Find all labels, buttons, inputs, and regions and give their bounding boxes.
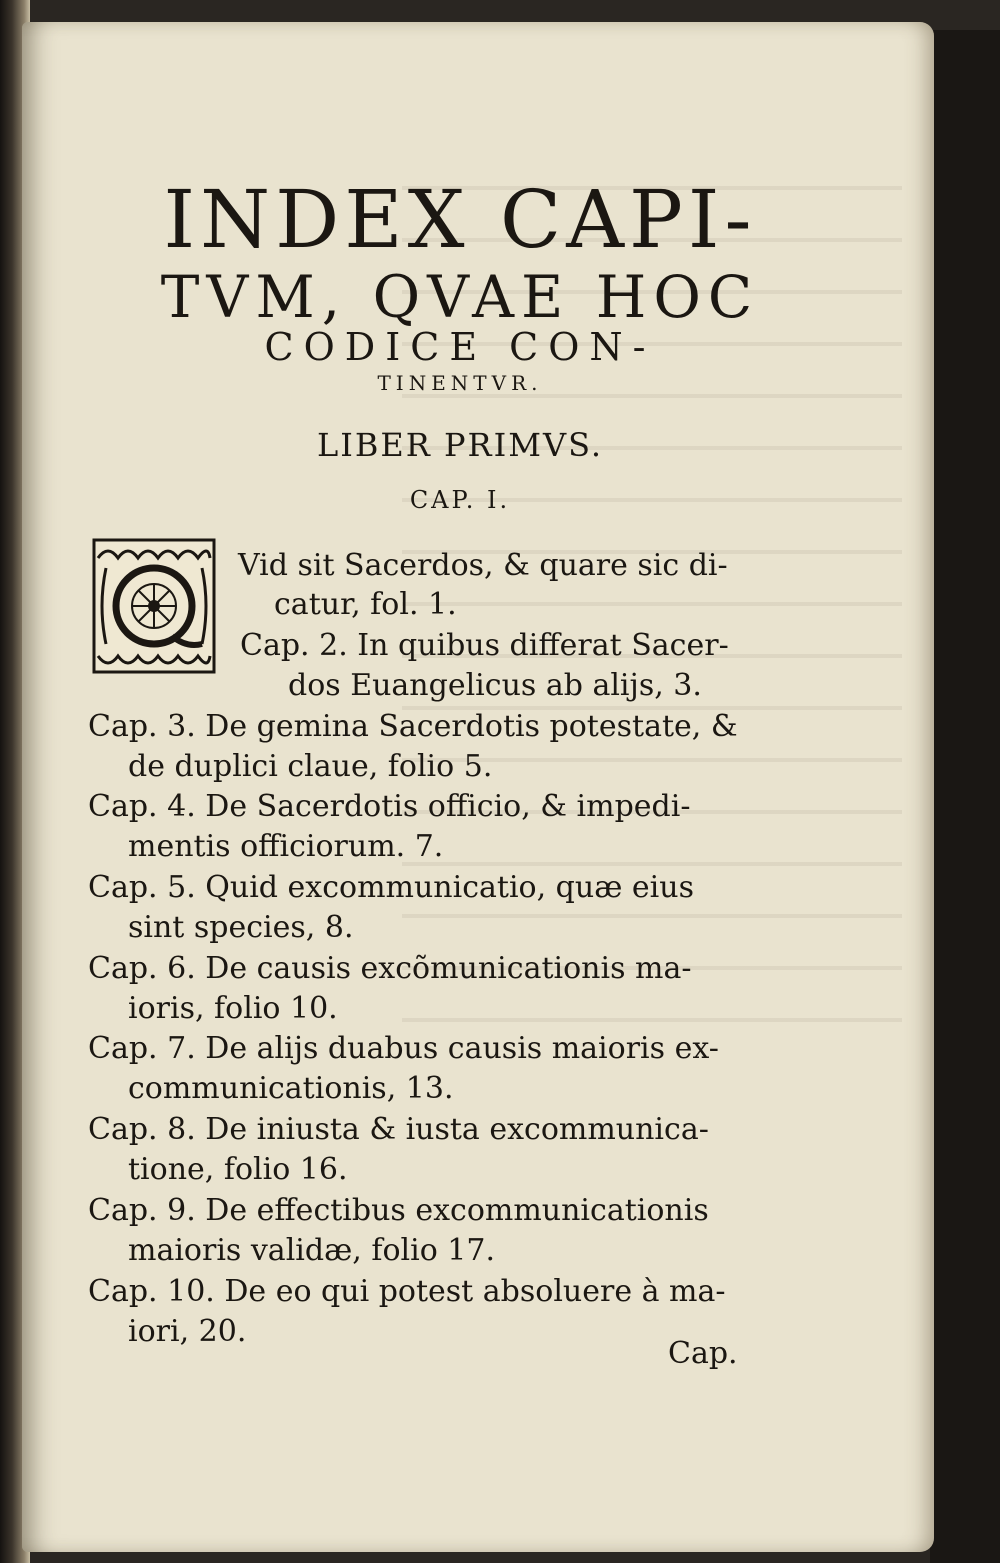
index-line-12: ioris, folio 10. — [128, 991, 338, 1026]
index-line-15: Cap. 8. De iniusta & iusta excommunica- — [88, 1112, 709, 1147]
decorated-initial-q — [92, 538, 216, 674]
index-line-7: Cap. 4. De Sacerdotis officio, & impedi- — [88, 789, 691, 824]
title-line-3: CODICE CON- — [264, 325, 656, 369]
title-line-4: TINENTVR. — [377, 371, 543, 395]
index-line-13: Cap. 7. De alijs duabus causis maioris ex- — [88, 1031, 719, 1066]
chapter-heading: CAP. I. — [409, 486, 511, 514]
index-line-8: mentis officiorum. 7. — [128, 829, 444, 864]
index-line-18: maioris validæ, folio 17. — [128, 1233, 496, 1268]
index-line-11: Cap. 6. De causis excõmunicationis ma- — [88, 951, 692, 986]
page-edge-background — [930, 30, 1000, 1563]
index-line-3: Cap. 2. In quibus differat Sacer- — [240, 628, 729, 663]
index-line-2: catur, fol. 1. — [274, 587, 457, 622]
index-line-6: de duplici claue, folio 5. — [128, 749, 493, 784]
title-line-2: TVM, QVAE HOC — [160, 263, 760, 331]
index-line-1: Vid sit Sacerdos, & quare sic di- — [238, 548, 728, 583]
index-line-17: Cap. 9. De effectibus excommunicationis — [88, 1193, 709, 1228]
index-line-19: Cap. 10. De eo qui potest absoluere à ma- — [88, 1274, 726, 1309]
title-line-1: INDEX CAPI- — [163, 173, 757, 266]
index-line-16: tione, folio 16. — [128, 1152, 348, 1187]
index-line-4: dos Euangelicus ab alijs, 3. — [288, 668, 702, 703]
index-line-5: Cap. 3. De gemina Sacerdotis potestate, & — [88, 709, 738, 744]
index-line-20: iori, 20. — [128, 1314, 247, 1349]
index-line-9: Cap. 5. Quid excommunicatio, quæ eius — [88, 870, 694, 905]
catchword: Cap. — [668, 1336, 738, 1371]
index-line-10: sint species, 8. — [128, 910, 354, 945]
index-line-14: communicationis, 13. — [128, 1071, 454, 1106]
book-heading: LIBER PRIMVS. — [316, 426, 604, 464]
